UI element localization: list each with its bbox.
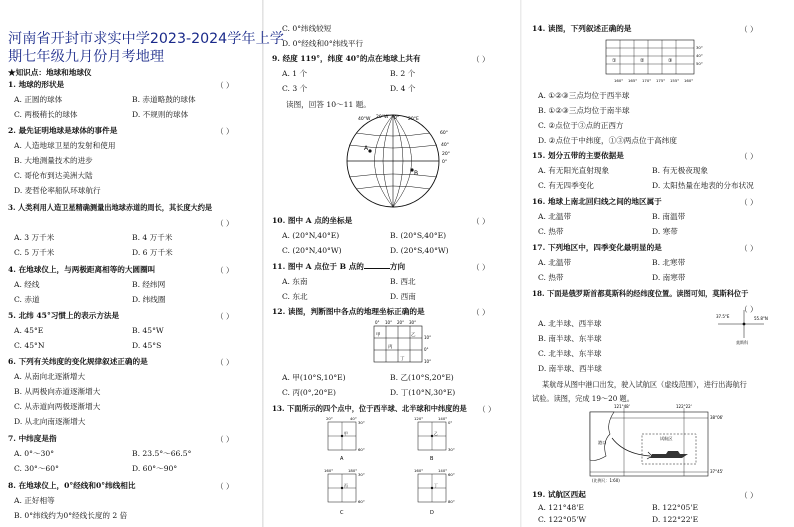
sea-trial-map [584, 404, 734, 484]
map14-point-1: ① [612, 58, 617, 64]
q16-option-c: C. 热带 [538, 227, 564, 236]
grid-point-jia: 甲 [376, 333, 381, 338]
q3-option-b: B. 4 万千米 [132, 233, 173, 242]
q3-stem: 3. 人类利用人造卫星精确测量出地球赤道的周长，其长度大约是 [8, 203, 213, 212]
q14-option-d: D. ②点位于中纬度，①③两点位于高纬度 [538, 136, 677, 145]
q12-option-d: D. 丁(10°N,30°E) [390, 388, 456, 397]
q7-stem: 7. 中纬度是指 [8, 434, 57, 443]
q13d-top2: 140° [438, 468, 448, 473]
q6-option-c: C. 从赤道向两极逐渐增大 [14, 402, 101, 411]
q8-option-d: D. 0°经线和0°纬线平行 [282, 39, 364, 48]
map14-x2: 165° [628, 78, 638, 83]
grid-top-30: 30° [409, 320, 417, 325]
q5-option-d: D. 45°S [132, 341, 162, 350]
globe-point-a: A [364, 145, 369, 152]
grid-right-1: 10° [424, 335, 432, 340]
q12-option-c: C. 丙(0°,20°E) [282, 388, 336, 397]
globe-point-b: B [414, 170, 419, 177]
map14-x4: 175° [656, 78, 666, 83]
grid-top-20: 20° [397, 320, 405, 325]
q5-stem: 5. 北纬 45°习惯上的表示方法是 [8, 311, 120, 320]
exam-title-line2: 期七年级九月份月考地理 [8, 49, 165, 65]
q19-option-a: A. 121°48'E [538, 503, 584, 512]
q10-stem: 10. 图中 A 点的坐标是 [272, 216, 353, 225]
globe-label-20w: 20°W [376, 115, 389, 120]
q1-option-c: C. 两极稍长的球体 [14, 110, 78, 119]
q19-20-intro-2: 试验。读图，完成 19～20 题。 [532, 394, 634, 403]
q17-stem: 17. 下列地区中，四季变化最明显的是 [532, 243, 662, 252]
q13a-r2: 60° [358, 447, 365, 452]
column-1 [4, 0, 284, 527]
q6-option-b: B. 从两极向赤道逐渐增大 [14, 387, 101, 396]
q6-option-d: D. 从北向南逐渐增大 [14, 417, 86, 426]
q11-option-c: C. 东北 [282, 292, 308, 301]
q13a-top2: 40° [350, 416, 357, 421]
q9-stem: 9. 经度 119°，纬度 40°的点在地球上共有 [272, 54, 421, 63]
q13c-top1: 160° [324, 468, 334, 473]
q7-option-a: A. 0°～30° [14, 449, 54, 458]
q7-option-c: C. 30°～60° [14, 464, 59, 473]
grid-top-0: 0° [375, 320, 380, 325]
q17-option-d: D. 南寒带 [652, 273, 686, 282]
q2-option-a: A. 人造地球卫星的发射和使用 [14, 141, 116, 150]
q11-answer-paren: （ ） [472, 263, 490, 272]
grid-figure [366, 318, 436, 368]
q1-option-a: A. 正圆的球体 [14, 95, 63, 104]
moscow-city: 莫斯科 [736, 340, 748, 345]
q8-option-c: C. 0°纬线较短 [282, 24, 332, 33]
q13-grid-b [414, 416, 455, 462]
q16-option-a: A. 北温带 [538, 212, 572, 221]
q14-option-c: C. ②点位于③点的正西方 [538, 121, 624, 130]
q11-option-a: A. 东南 [282, 277, 308, 286]
q13-grid-d [414, 468, 455, 516]
map14-y3: 50° [696, 61, 703, 66]
q13-label-d: D [430, 510, 434, 516]
q10-option-a: A. (20°N,40°E) [282, 231, 340, 240]
exam-title-line1: 河南省开封市求实中学2023-2024学年上学 [8, 31, 284, 47]
q3-answer-paren: （ ） [216, 219, 234, 228]
sea-map-coast [590, 412, 614, 461]
q5-answer-paren: （ ） [216, 312, 234, 321]
q11-stem-pre: 11. 图中 A 点位于 B 点的 [272, 262, 364, 271]
q15-option-a: A. 有无阳光直射现象 [538, 166, 610, 175]
q13b-r1: 0° [448, 420, 453, 425]
page-fold-2 [520, 0, 522, 527]
globe-label-lat40: 40° [441, 143, 449, 148]
column-2 [268, 0, 518, 527]
q19-answer-paren: （ ） [740, 491, 758, 500]
sea-map-lon1: 121°48' [614, 404, 630, 409]
q9-option-b: B. 2 个 [390, 69, 416, 78]
q4-answer-paren: （ ） [216, 266, 234, 275]
sea-map-route [612, 438, 650, 456]
grid-right-2: 0° [424, 347, 429, 352]
q1-stem: 1. 地球的形状是 [8, 80, 65, 89]
q10-answer-paren: （ ） [472, 217, 490, 226]
grid-right-3: 10° [424, 359, 432, 364]
q13c-point: 丙 [344, 483, 348, 488]
map14-figure [598, 34, 708, 86]
grid-point-ding: 丁 [400, 357, 405, 362]
q8-stem: 8. 在地球仪上，0°经线和0°纬线相比 [8, 481, 136, 490]
q3-option-c: C. 5 万千米 [14, 248, 55, 257]
q14-stem: 14. 读图，下列叙述正确的是 [532, 24, 632, 33]
q9-option-c: C. 3 个 [282, 84, 308, 93]
q13c-top2: 180° [348, 468, 358, 473]
q4-option-c: C. 赤道 [14, 295, 40, 304]
q18-option-c: C. 北半球、东半球 [538, 349, 602, 358]
q11-option-b: B. 西北 [390, 277, 416, 286]
q13d-point: 丁 [434, 483, 438, 488]
q2-stem: 2. 最先证明地球是球体的事件是 [8, 126, 118, 135]
q9-option-a: A. 1 个 [282, 69, 308, 78]
q2-option-d: D. 麦哲伦率船队环球航行 [14, 186, 101, 195]
q13d-r1: 60° [448, 472, 455, 477]
column-3 [528, 0, 790, 527]
q18-stem: 18. 下面是俄罗斯首都莫斯科的经纬度位置。读图可知，莫斯科位于 [532, 289, 749, 298]
q19-20-intro: 某航母从图中港口出发，驶入试航区（虚线范围），进行出海航行 [542, 380, 747, 389]
q1-option-d: D. 不规则的球体 [132, 110, 189, 119]
q10-option-d: D. (20°S,40°W) [390, 246, 449, 255]
q4-option-d: D. 纬线圈 [132, 295, 166, 304]
sea-map-scale: (比例尺：1∶60) [592, 478, 620, 483]
q17-option-b: B. 北寒带 [652, 258, 686, 267]
moscow-marker [743, 323, 746, 326]
map14-x5: 155° [670, 78, 680, 83]
q8-option-b: B. 0°纬线约为0°经线长度的 2 倍 [14, 511, 128, 520]
q15-option-c: C. 有无四季变化 [538, 181, 594, 190]
q8-answer-paren: （ ） [216, 482, 234, 491]
q15-option-d: D. 太阳热量在地表的分布状况 [652, 181, 754, 190]
q13a-point: 甲 [344, 431, 348, 436]
q9-answer-paren: （ ） [472, 55, 490, 64]
q5-option-b: B. 45°W [132, 326, 164, 335]
q13b-top2: 140° [438, 416, 448, 421]
globe-label-20e: 20°E [408, 117, 419, 122]
q11-option-d: D. 西南 [390, 292, 416, 301]
q17-option-c: C. 热带 [538, 273, 564, 282]
map14-frame [606, 40, 694, 74]
q19-option-c: C. 122°05'W [538, 515, 587, 524]
grid-point-yi: 乙 [411, 333, 416, 338]
q13b-top1: 120° [414, 416, 424, 421]
q6-option-a: A. 从南向北逐渐增大 [14, 372, 86, 381]
q13b-point: 乙 [434, 431, 438, 436]
q11-stem [272, 262, 405, 271]
q13a-top1: 20° [326, 416, 333, 421]
q3-option-d: D. 6 万千米 [132, 248, 173, 257]
map14-point-3: ③ [668, 58, 673, 64]
q16-option-d: D. 寒带 [652, 227, 678, 236]
q19-stem: 19. 试航区西起 [532, 490, 586, 499]
map14-y1: 30° [696, 45, 703, 50]
moscow-lon: 37.5°E [716, 314, 730, 319]
q13d-r2: 80° [448, 499, 455, 504]
q15-stem: 15. 划分五带的主要依据是 [532, 151, 624, 160]
carrier-icon [650, 451, 688, 458]
q4-stem: 4. 在地球仪上，与两极距离相等的大圆圈叫 [8, 265, 156, 274]
q7-option-d: D. 60°～90° [132, 464, 178, 473]
q15-option-b: B. 有无极夜现象 [652, 166, 708, 175]
q13-grid-c [324, 468, 365, 516]
q1-answer-paren: （ ） [216, 81, 234, 90]
map14-point-2: ② [640, 58, 645, 64]
q19-option-b: B. 122°05'E [652, 503, 698, 512]
q16-answer-paren: （ ） [740, 198, 758, 207]
q18-answer-paren: （ ） [740, 305, 758, 314]
q4-option-a: A. 经线 [14, 280, 40, 289]
q4-option-b: B. 经纬网 [132, 280, 166, 289]
q13-label-a: A [340, 456, 344, 462]
q13-label-c: C [340, 510, 344, 516]
q10-option-b: B. (20°S,40°E) [390, 231, 447, 240]
q14-answer-paren: （ ） [740, 25, 758, 34]
globe-figure [328, 111, 458, 211]
q16-stem: 16. 地球上南北回归线之间的地区属于 [532, 197, 662, 206]
q18-option-d: D. 南半球、西半球 [538, 364, 602, 373]
map14-x1: 160° [614, 78, 624, 83]
globe-label-lat0: 0° [442, 160, 448, 165]
map14-y2: 40° [696, 53, 703, 58]
sea-map-lat2: 37°45' [710, 469, 724, 474]
q11-stem-post: 方向 [389, 262, 406, 271]
q2-option-c: C. 哥伦布到达美洲大陆 [14, 171, 93, 180]
globe-point-a-marker [368, 149, 371, 152]
q16-option-b: B. 南温带 [652, 212, 686, 221]
sea-map-lon2: 122°22' [676, 404, 692, 409]
q12-answer-paren: （ ） [472, 308, 490, 317]
q5-option-a: A. 45°E [14, 326, 44, 335]
q10-option-c: C. (20°N,40°W) [282, 246, 342, 255]
q6-answer-paren: （ ） [216, 358, 234, 367]
globe-label-lat20: 20° [442, 152, 450, 157]
page-fold [262, 0, 264, 527]
q12-stem: 12. 读图，判断图中各点的地理坐标正确的是 [272, 307, 425, 316]
q13c-r2: 60° [358, 499, 365, 504]
q3-option-a: A. 3 万千米 [14, 233, 55, 242]
q14-option-b: B. ①②③三点均位于南半球 [538, 106, 630, 115]
moscow-figure [714, 308, 776, 348]
q5-option-c: C. 45°N [14, 341, 45, 350]
q17-answer-paren: （ ） [740, 244, 758, 253]
q1-option-b: B. 赤道略鼓的球体 [132, 95, 196, 104]
q17-option-a: A. 北温带 [538, 258, 572, 267]
sea-map-area-label: 试航区 [660, 436, 673, 441]
q13-answer-paren: （ ） [478, 405, 496, 414]
q13-label-b: B [430, 456, 434, 462]
q12-option-a: A. 甲(10°S,10°E) [282, 373, 346, 382]
q13d-top1: 160° [414, 468, 424, 473]
q13-stem: 13. 下面所示的四个点中，位于西半球、北半球和中纬度的是 [272, 404, 467, 413]
q14-option-a: A. ①②③三点均位于西半球 [538, 91, 630, 100]
q13b-r2: 30° [448, 447, 455, 452]
section-heading: ★知识点：地球和地球仪 [8, 68, 92, 77]
q19-option-d: D. 122°22'E [652, 515, 699, 524]
moscow-lat: 55.8°N [754, 316, 768, 321]
q6-stem: 6. 下列有关纬度的变化规律叙述正确的是 [8, 357, 148, 366]
globe-label-lat60: 60° [440, 131, 448, 136]
q2-option-b: B. 大地测量技术的进步 [14, 156, 93, 165]
map14-x3: 170° [642, 78, 652, 83]
q15-answer-paren: （ ） [740, 152, 758, 161]
q8-option-a: A. 正好相等 [14, 496, 55, 505]
q13c-r1: 30° [358, 472, 365, 477]
q2-answer-paren: （ ） [216, 127, 234, 136]
q10-11-intro: 读图，回答 10～11 题。 [286, 100, 371, 109]
q12-option-b: B. 乙(10°S,20°E) [390, 373, 454, 382]
globe-label-40w: 40°W [358, 117, 371, 122]
q13-grids [318, 414, 488, 524]
sea-map-port-label: 港口 [598, 440, 607, 445]
grid-point-bing: 丙 [388, 345, 393, 350]
q13-grid-a [326, 416, 365, 462]
globe-label-0: 0° [394, 116, 400, 121]
q9-option-d: D. 4 个 [390, 84, 416, 93]
grid-top-10: 10° [385, 320, 393, 325]
q18-option-b: B. 南半球、东半球 [538, 334, 602, 343]
q7-answer-paren: （ ） [216, 435, 234, 444]
q11-blank [364, 262, 390, 269]
map14-x6: 160° [684, 78, 694, 83]
q13a-r1: 30° [358, 420, 365, 425]
q18-option-a: A. 北半球、西半球 [538, 319, 602, 328]
q7-option-b: B. 23.5°～66.5° [132, 449, 192, 458]
sea-map-lat1: 38°06' [710, 415, 724, 420]
